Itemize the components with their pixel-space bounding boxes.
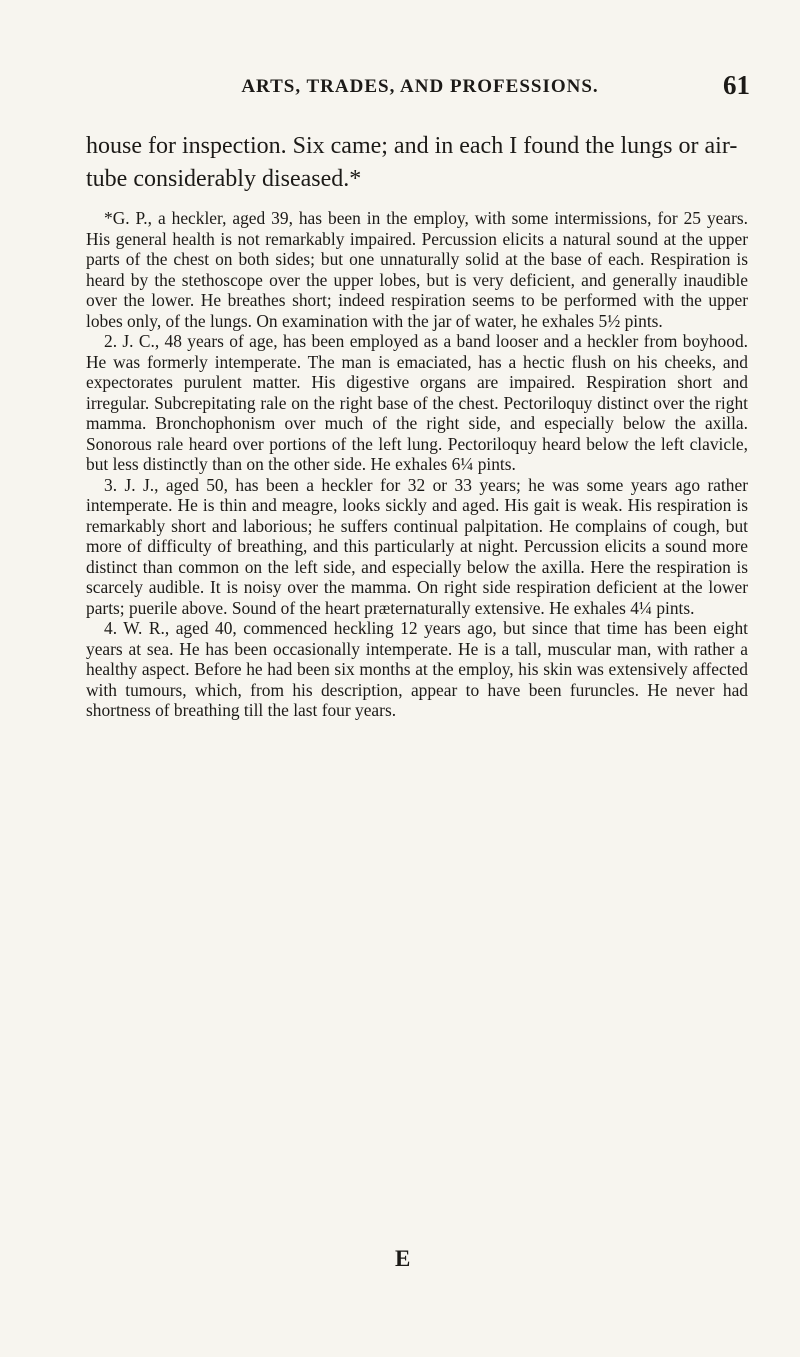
page-number: 61 [723, 70, 750, 100]
page-header [90, 60, 750, 110]
body-paragraph: house for inspection. Six came; and in each I found the lungs or air-tube considerably diseased.* [86, 133, 738, 192]
footnote-case-3: 3. J. J., aged 50, has been a heckler for 32 or 33 years; he was some years ago rather intemperate. He is thin and meagre, looks sickly and aged. His gait is weak. His respiration is remarkably short and laborious; he suffers continual palpitation. He complains of cough, but more of difficulty of breathing, and this particularly at night. Percussion elicits a sound more distinct than common on the left side, and especially below the axilla. Here the respiration is scarcely audible. It is noisy over the mamma. On right side respiration deficient at the lower parts; puerile above. Sound of the heart præternaturally extensive. He exhales 4¼ pints. [86, 474, 748, 618]
footnote-block [86, 208, 748, 721]
signature-mark: E [395, 1246, 411, 1271]
running-title: ARTS, TRADES, AND PROFESSIONS. [241, 76, 599, 97]
footnote-case-2: 2. J. C., 48 years of age, has been employed as a band looser and a heckler from boyhood. He was formerly intemperate. The man is emaciated, has a hectic flush on his cheeks, and expectorates purulent matter. His digestive organs are impaired. Respiration short and irregular. Subcrepitating rale on the right base of the chest. Pectoriloquy distinct over the right mamma. Bronchophonism over much of the right side, and especially below the axilla. Sonorous rale heard over portions of the left lung. Pectoriloquy heard below the left clavicle, but less distinctly than on the other side. He exhales 6¼ pints. [86, 331, 748, 474]
footnote-case-4: 4. W. R., aged 40, commenced heckling 12 years ago, but since that time has been eight years at sea. He has been occasionally intemperate. He is a tall, muscular man, with rather a healthy aspect. Before he had been six months at the employ, his skin was extensively affected with tumours, which, from his description, appear to have been furuncles. He never had shortness of breathing till the last four years. [86, 618, 748, 720]
footnote-case-1: *G. P., a heckler, aged 39, has been in the employ, with some intermissions, for 25 years. His general health is not remarkably impaired. Percussion elicits a natural sound at the upper parts of the chest on both sides; but one unnaturally solid at the base of each. Respiration is heard by the stethoscope over the upper lobes, but is very deficient, and generally inaudible over the lower. He breathes short; indeed respiration seems to be performed with the upper lobes only, of the lungs. On examination with the jar of water, he exhales 5½ pints. [86, 208, 748, 331]
